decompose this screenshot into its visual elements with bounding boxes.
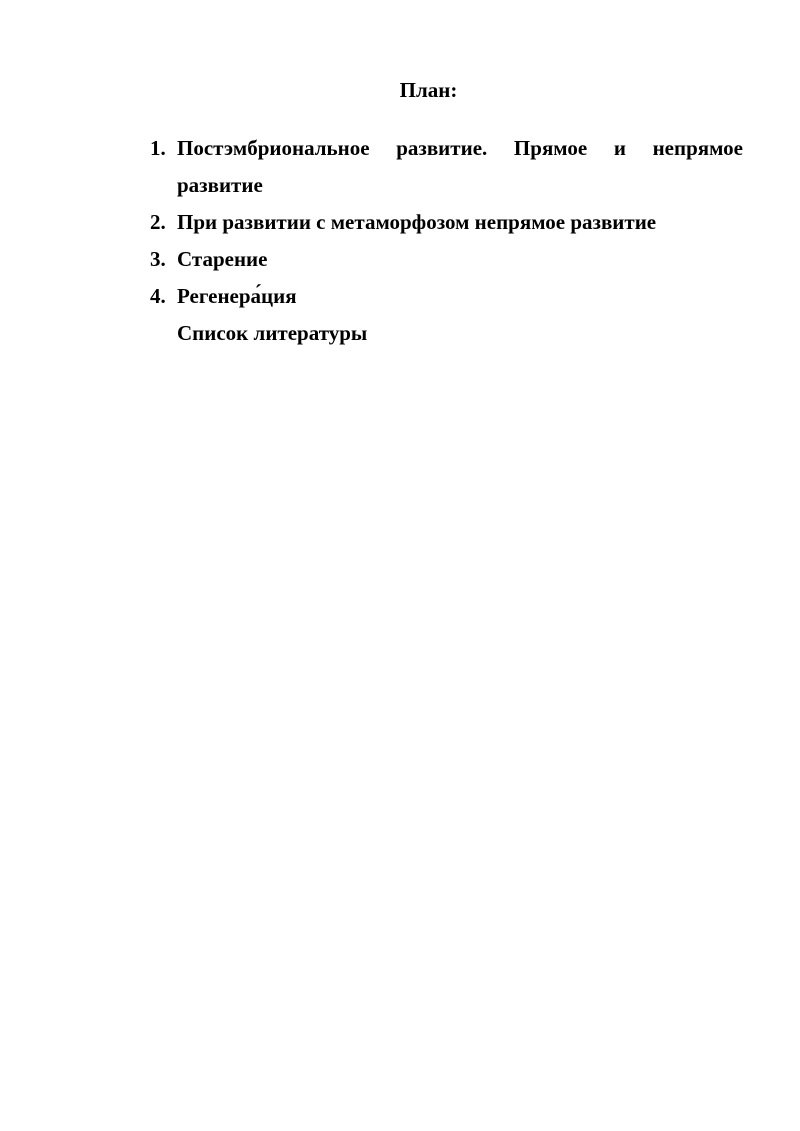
list-item-number: 4.: [150, 284, 166, 308]
list-item-text: Регенера́ция: [177, 284, 297, 308]
plan-list: [150, 130, 743, 352]
list-item: [150, 241, 743, 278]
page-title: План:: [399, 78, 458, 102]
list-item-text: Старение: [177, 247, 268, 271]
list-item-number: 3.: [150, 247, 166, 271]
list-item-number: 1.: [150, 136, 166, 160]
list-item: [150, 315, 743, 352]
list-item: [150, 278, 743, 315]
list-item-number: 2.: [150, 210, 166, 234]
list-item-text: Список литературы: [177, 321, 368, 345]
list-item-text: Постэмбриональное развитие. Прямое и непрямое развитие: [177, 136, 743, 197]
list-item: [150, 130, 743, 204]
list-item-text: При развитии с метаморфозом непрямое развитие: [177, 210, 657, 234]
list-item: [150, 204, 743, 241]
